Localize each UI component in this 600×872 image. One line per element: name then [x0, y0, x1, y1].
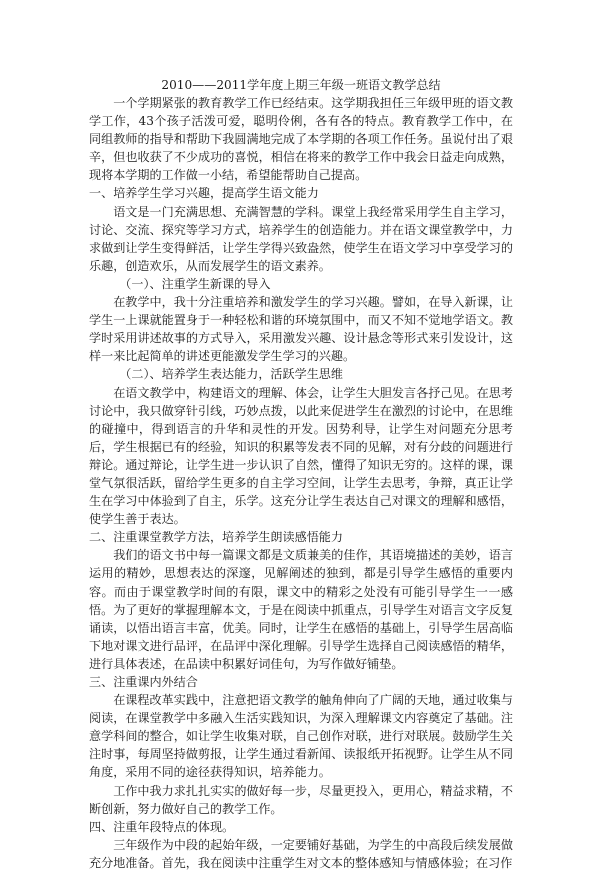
- section-heading-2: 二、注重课堂教学方法，培养学生朗读感悟能力: [89, 530, 343, 545]
- document-title: 2010——2011学年度上期三年级一班语文教学总结: [161, 78, 441, 92]
- section-2-paragraph: 我们的语文书中每一篇课文都是文质兼美的佳作，其语境描述的美妙，语言运用的精妙，思想表达的深邃，见解阐述的独到，都是引导学生感悟的重要内容。而由于课堂教学时间的有限，课文中的精彩之处没有可能引导学生一一感悟。为了更好的掌握理解本文，于是在阅读中抓重点，引导学生对语言文字反复诵读，以悟出语言丰富，优美。同时，让学生在感悟的基础上，引导学生居高临下地对课文进行品评，在品评中深化理解。引导学生选择自己阅读感悟的精华，进行具体表述，在品读中积累好词佳句，为写作做好铺垫。: [89, 548, 513, 671]
- subsection-heading-2: （二）、培养学生表达能力，活跃学生思维: [119, 367, 343, 382]
- section-1-paragraph: 语文是一门充满思想、充满智慧的学科。课堂上我经常采用学生自主学习，讨论、交流、探究等学习方式，培养学生的创造能力。并在语文课堂教学中，力求做到让学生变得鲜活，让学生学得兴致盎然，使学生在语文学习中享受学习的乐趣，创造欢乐，从而发展学生的语文素养。: [89, 204, 513, 273]
- section-heading-3: 三、注重课内外结合: [89, 675, 198, 689]
- section-heading-4: 四、注重年段特点的体现。: [89, 819, 235, 834]
- section-heading-1: 一、培养学生学习兴趣，提高学生语文能力: [89, 186, 319, 201]
- section-3-paragraph: 在课程改革实践中，注意把语文教学的触角伸向了广阔的天地，通过收集与阅读，在课堂教学中多融入生活实践知识，为深入理解课文内容奠定了基础。注意学科间的整合，如让学生收集对联，自己创作对联，进行对联展。鼓励学生关注时事，每周坚持做剪报，让学生通过看新闻、读报纸开拓视野。让学生从不同角度，采用不同的途径获得知识，培养能力。: [89, 693, 513, 780]
- subsection-2-paragraph: 在语文教学中，构建语文的理解、体会，让学生大胆发言各抒己见。在思考讨论中，我只做穿针引线，巧妙点拨，以此来促进学生在激烈的讨论中，在思维的碰撞中，得到语言的升华和灵性的开发。因势利导，让学生对问题充分思考后，学生根据已有的经验，知识的积累等发表不同的见解，对有分歧的问题进行辩论。通过辩论，让学生进一步认识了自然，懂得了知识无穷的。这样的课，课堂气氛很活跃，留给学生更多的自主学习空间，让学生去思考，争辩，真正让学生在学习中体验到了自主，乐学。这充分让学生表达自己对课文的理解和感悟，使学生善于表达。: [89, 385, 513, 527]
- document-page: [89, 76, 513, 872]
- section-4-paragraph: 三年级作为中段的起始年级，一定要铺好基础，为学生的中高段后续发展做充分地准备。首先，我在阅读中注重学生对文本的整体感知与情感体验；在习作: [89, 837, 513, 870]
- subsection-1-paragraph: 在教学中，我十分注重培养和激发学生的学习兴趣。譬如，在导入新课，让学生一上课就能置身于一种轻松和谐的环境氛围中，而又不知不觉地学语文。教学时采用讲述故事的方式导入，采用激发兴趣、设计悬念等形式来引发设计，这样一来比起简单的讲述更能激发学生学习的兴趣。: [89, 295, 513, 364]
- subsection-heading-1: （一）、注重学生新课的导入: [119, 276, 271, 291]
- intro-paragraph: 一个学期紧张的教育教学工作已经结束。这学期我担任三年级甲班的语文教学工作，43个孩子活泼可爱，聪明伶俐，各有各的特点。教育教学工作中，在同组教师的指导和帮助下我圆满地完成了本学期的各项工作任务。虽说付出了艰辛，但也收获了不少成功的喜悦，相信在将来的教学工作中我会日益走向成熟，现将本学期的工作做一小结，希望能帮助自己提高。: [89, 96, 513, 183]
- section-3-closing-paragraph: 工作中我力求扎扎实实的做好每一步，尽量更投入，更用心，精益求精，不断创新，努力做好自己的教学工作。: [89, 783, 513, 816]
